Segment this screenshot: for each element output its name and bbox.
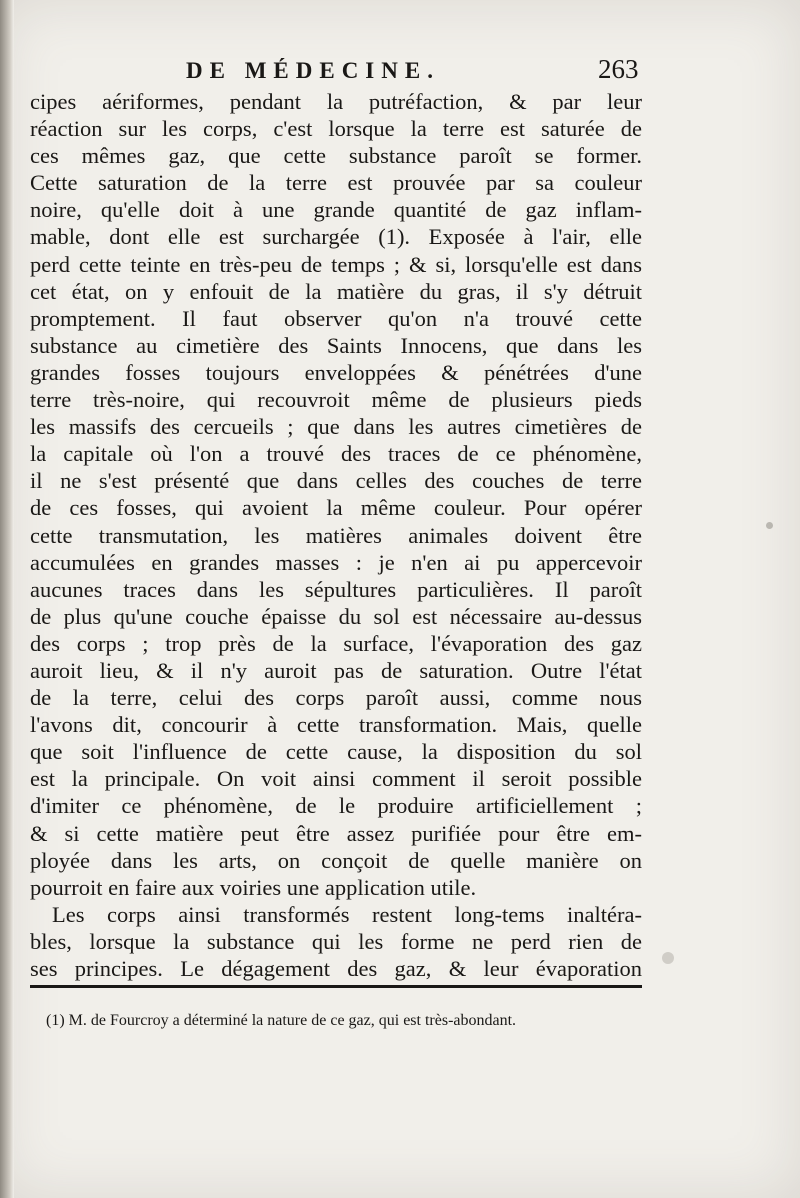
- running-head: DE MÉDECINE.: [186, 58, 440, 83]
- text-line: auroit lieu, & il n'y auroit pas de saturation. Outre l'état: [30, 657, 642, 683]
- ink-spot: [662, 952, 674, 964]
- text-line: de plus qu'une couche épaisse du sol est nécessaire au-dessus: [30, 603, 642, 629]
- text-line: Cette saturation de la terre est prouvée par sa couleur: [30, 170, 642, 196]
- page-number: 263: [598, 54, 639, 84]
- text-line: noire, qu'elle doit à une grande quantité de gaz inflam-: [30, 197, 642, 223]
- page-header: [0, 52, 800, 92]
- footnote: (1) M. de Fourcroy a déterminé la nature de ce gaz, qui est très-abondant.: [46, 1012, 517, 1029]
- text-line: d'imiter ce phénomène, de le produire artificiellement ;: [30, 793, 642, 819]
- text-line: réaction sur les corps, c'est lorsque la terre est saturée de: [30, 116, 642, 142]
- text-line: cet état, on y enfouit de la matière du gras, il s'y détruit: [30, 278, 642, 304]
- text-line: cette transmutation, les matières animales doivent être: [30, 522, 642, 548]
- text-line: aucunes traces dans les sépultures particulières. Il paroît: [30, 576, 642, 602]
- text-line: terre très-noire, qui recouvroit même de plusieurs pieds: [30, 387, 642, 413]
- text-line: ses principes. Le dégagement des gaz, & leur évaporation: [30, 956, 642, 981]
- text-line: accumulées en grandes masses : je n'en ai pu appercevoir: [30, 549, 642, 575]
- ink-spot: [766, 522, 773, 529]
- body-text: [30, 88, 642, 982]
- page-spine-shadow: [0, 0, 14, 1198]
- text-line: & si cette matière peut être assez purifiée pour être em-: [30, 820, 642, 846]
- text-line: la capitale où l'on a trouvé des traces de ce phénomène,: [30, 441, 642, 467]
- text-line: de ces fosses, qui avoient la même couleur. Pour opérer: [30, 495, 642, 521]
- text-line: substance au cimetière des Saints Innocens, que dans les: [30, 332, 642, 358]
- text-line: des corps ; trop près de la surface, l'évaporation des gaz: [30, 630, 642, 656]
- text-line: de la terre, celui des corps paroît aussi, comme nous: [30, 685, 642, 711]
- text-line: grandes fosses toujours enveloppées & pénétrées d'une: [30, 359, 642, 385]
- text-line: il ne s'est présenté que dans celles des couches de terre: [30, 468, 642, 494]
- footnote-rule: [30, 985, 642, 988]
- text-line: les massifs des cercueils ; que dans les autres cimetières de: [30, 414, 642, 440]
- text-line: l'avons dit, concourir à cette transformation. Mais, quelle: [30, 712, 642, 738]
- text-line: pourroit en faire aux voiries une application utile.: [30, 874, 477, 900]
- text-line: ces mêmes gaz, que cette substance paroît se former.: [30, 143, 642, 169]
- text-line: bles, lorsque la substance qui les forme ne perd rien de: [30, 928, 642, 954]
- text-line: cipes aériformes, pendant la putréfaction, & par leur: [30, 89, 642, 114]
- text-line: est la principale. On voit ainsi comment il seroit possible: [30, 766, 642, 792]
- text-line: mable, dont elle est surchargée (1). Exposée à l'air, elle: [30, 224, 642, 250]
- text-line: ployée dans les arts, on conçoit de quelle manière on: [30, 847, 642, 873]
- text-line: Les corps ainsi transformés restent long-tems inaltéra-: [52, 901, 642, 927]
- text-line: que soit l'influence de cette cause, la disposition du sol: [30, 739, 642, 765]
- text-line: promptement. Il faut observer qu'on n'a trouvé cette: [30, 305, 642, 331]
- text-line: perd cette teinte en très-peu de temps ; & si, lorsqu'elle est dans: [30, 251, 642, 277]
